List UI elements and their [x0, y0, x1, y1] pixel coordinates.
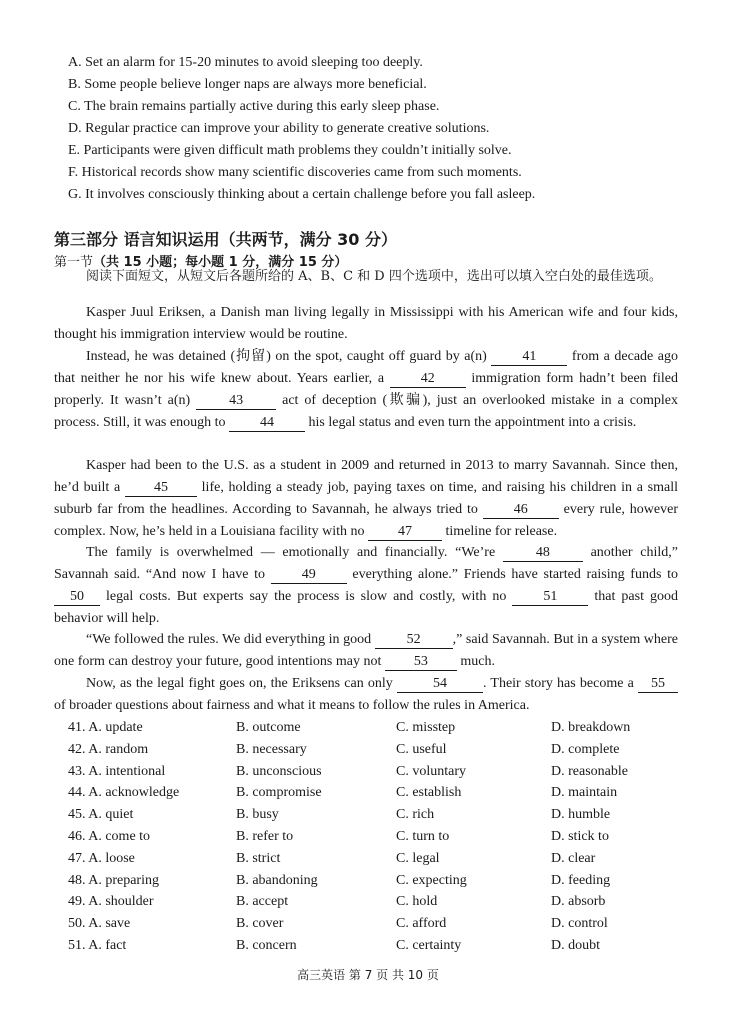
- question-44-option-b: B. compromise: [236, 785, 322, 801]
- paragraph-3-text: life, holding a steady job, paying taxes on time, and raising his children in a small suburb far from the headlines. According to Savannah, he always tried to: [54, 480, 679, 517]
- blank-41: 41: [491, 348, 567, 366]
- paragraph-2: [54, 346, 678, 434]
- question-49-option-c: C. hold: [396, 894, 438, 910]
- question-50-option-a: 50. A. save: [68, 916, 131, 932]
- question-50-option-c: C. afford: [396, 916, 447, 932]
- page-footer: 高三英语 第 7 页 共 10 页: [297, 968, 439, 982]
- option-b: B. Some people believe longer naps are always more beneficial.: [68, 77, 427, 92]
- question-41-option-a: 41. A. update: [68, 720, 143, 735]
- blank-42: 42: [390, 370, 466, 388]
- question-46-option-d: D. stick to: [551, 828, 609, 844]
- question-row: [68, 870, 668, 892]
- question-row: [68, 739, 668, 761]
- blank-54: 54: [397, 675, 483, 693]
- answer-options: [68, 52, 708, 206]
- question-44-option-a: 44. A. acknowledge: [68, 785, 180, 801]
- paragraph-2-text: Instead, he was detained (拘留) on the spot, caught off guard by a(n): [86, 349, 492, 364]
- question-50-option-d: D. control: [551, 916, 608, 932]
- blank-49: 49: [271, 566, 347, 584]
- blank-52: 52: [375, 631, 453, 649]
- question-51-option-d: D. doubt: [551, 937, 600, 953]
- question-51-option-c: C. certainty: [396, 937, 462, 953]
- paragraph-6: [54, 673, 678, 717]
- blank-53: 53: [385, 653, 457, 671]
- instructions: 阅读下面短文，从短文后各题所给的 A、B、C 和 D 四个选项中，选出可以填入空白处的最佳选项。: [86, 269, 662, 284]
- paragraph-4-text: another child,” Savannah said. “And now I have to: [54, 545, 678, 582]
- option-a: A. Set an alarm for 15-20 minutes to avoid sleeping too deeply.: [68, 55, 423, 70]
- question-row: [68, 891, 668, 913]
- question-50-option-b: B. cover: [236, 916, 284, 932]
- question-41-option-c: C. misstep: [396, 720, 456, 735]
- paragraph-3-text: timeline for release.: [442, 524, 558, 539]
- paragraph-2-text: his legal status and even turn the appointment into a crisis.: [305, 415, 637, 430]
- paragraph-5-text: ,” said Savannah. But in a system where one form can destroy your future, good intentions may not: [54, 632, 678, 669]
- paragraph-1: Kasper Juul Eriksen, a Danish man living legally in Mississippi with his American wife and four kids, thought his immigration interview would be routine.: [54, 305, 678, 342]
- question-48-option-b: B. abandoning: [236, 872, 318, 888]
- blank-45: 45: [125, 479, 197, 497]
- question-49-option-a: 49. A. shoulder: [68, 894, 154, 910]
- option-g: G. It involves consciously thinking about a certain challenge before you fall asleep.: [68, 187, 536, 202]
- paragraph-5: [54, 629, 678, 673]
- paragraph-2-text: from a decade ago that neither he nor his wife knew about. Years earlier, a: [54, 349, 679, 386]
- question-51-option-a: 51. A. fact: [68, 937, 127, 953]
- paragraph-4-text: The family is overwhelmed — emotionally and financially. “We’re: [86, 545, 503, 560]
- question-list: [68, 717, 668, 957]
- question-45-option-c: C. rich: [396, 807, 435, 823]
- question-row: [68, 826, 668, 848]
- question-row: [68, 717, 668, 739]
- blank-51: 51: [512, 588, 588, 606]
- paragraph-2-text: immigration form hadn’t been filed properly. It wasn’t a(n): [54, 371, 678, 408]
- question-47-option-b: B. strict: [236, 850, 281, 866]
- question-47-option-d: D. clear: [551, 850, 596, 866]
- paragraph-4-text: legal costs. But experts say the process is slow and costly, with no: [100, 589, 513, 604]
- question-41-option-b: B. outcome: [236, 720, 301, 735]
- paragraph-6-text: of broader questions about fairness and what it means to follow the rules in America.: [54, 698, 530, 713]
- option-e: E. Participants were given difficult math problems they couldn’t initially solve.: [68, 143, 512, 158]
- paragraph-6-text: Now, as the legal fight goes on, the Eriksens can only: [86, 676, 397, 691]
- question-46-option-c: C. turn to: [396, 828, 450, 844]
- question-48-option-c: C. expecting: [396, 872, 467, 888]
- question-row: [68, 913, 668, 935]
- question-46-option-b: B. refer to: [236, 828, 294, 844]
- question-45-option-a: 45. A. quiet: [68, 807, 134, 823]
- blank-55: 55: [638, 675, 678, 693]
- question-48-option-a: 48. A. preparing: [68, 872, 159, 888]
- question-42-option-a: 42. A. random: [68, 741, 149, 757]
- paragraph-4-text: everything alone.” Friends have started raising funds to: [346, 567, 679, 582]
- question-row: [68, 782, 668, 804]
- subsection-detail: （共 15 小题；每小题 1 分，满分 15 分）: [93, 255, 348, 270]
- paragraph-5-text: “We followed the rules. We did everything in good: [86, 632, 375, 647]
- option-d: D. Regular practice can improve your ability to generate creative solutions.: [68, 121, 490, 136]
- question-51-option-b: B. concern: [236, 937, 297, 953]
- paragraph-3-text: every rule, however complex. Now, he’s held in a Louisiana facility with no: [54, 502, 679, 539]
- question-row: [68, 848, 668, 870]
- question-row: [68, 935, 668, 957]
- blank-50: 50: [54, 588, 100, 606]
- blank-48: 48: [503, 544, 583, 562]
- question-row: [68, 804, 668, 826]
- question-47-option-a: 47. A. loose: [68, 850, 135, 866]
- question-47-option-c: C. legal: [396, 850, 440, 866]
- question-45-option-d: D. humble: [551, 807, 611, 823]
- question-41-option-d: D. breakdown: [551, 720, 631, 735]
- paragraph-6-text: . Their story has become a: [482, 676, 638, 691]
- question-row: [68, 761, 668, 783]
- paragraph-2-text: act of deception (欺骗), just an overlooked mistake in a complex process. Still, it was enough to: [54, 393, 678, 430]
- question-43-option-a: 43. A. intentional: [68, 763, 166, 779]
- question-48-option-d: D. feeding: [551, 872, 611, 888]
- option-c: C. The brain remains partially active during this early sleep phase.: [68, 99, 440, 114]
- blank-43: 43: [196, 392, 276, 410]
- question-42-option-c: C. useful: [396, 741, 447, 757]
- question-42-option-b: B. necessary: [236, 741, 307, 757]
- paragraph-5-text: much.: [456, 654, 495, 669]
- paragraph-3: [54, 455, 678, 543]
- question-49-option-d: D. absorb: [551, 894, 606, 910]
- paragraph-3-text: Kasper had been to the U.S. as a student in 2009 and returned in 2013 to marry Savannah. Since then, he’d built a: [54, 458, 678, 495]
- subsection-name: 第一节: [54, 255, 94, 270]
- question-49-option-b: B. accept: [236, 894, 289, 910]
- question-43-option-d: D. reasonable: [551, 763, 628, 779]
- question-46-option-a: 46. A. come to: [68, 828, 151, 844]
- blank-47: 47: [368, 523, 442, 541]
- question-43-option-b: B. unconscious: [236, 763, 322, 779]
- question-45-option-b: B. busy: [236, 807, 279, 823]
- question-42-option-d: D. complete: [551, 741, 620, 757]
- paragraph-4-text: that past good behavior will help.: [54, 589, 678, 626]
- blank-46: 46: [483, 501, 559, 519]
- option-f: F. Historical records show many scientific discoveries came from such moments.: [68, 165, 522, 180]
- section-title: 第三部分 语言知识运用（共两节，满分 30 分）: [54, 230, 397, 249]
- question-44-option-d: D. maintain: [551, 785, 618, 801]
- paragraph-4: [54, 542, 678, 630]
- blank-44: 44: [229, 414, 305, 432]
- question-43-option-c: C. voluntary: [396, 763, 466, 779]
- question-44-option-c: C. establish: [396, 785, 462, 801]
